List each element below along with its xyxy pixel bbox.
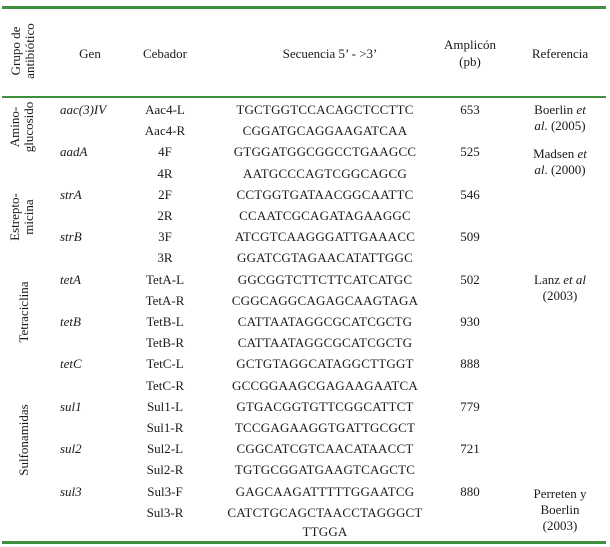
primer-name: 2R [157,208,173,223]
amplicon-size: 525 [460,144,480,159]
amplicon-size: 653 [460,102,480,117]
primer-sequence: GGCGGTCTTCTTCATCATGC [237,272,413,287]
primer-name: 4R [157,166,173,181]
reference-madsen: Madsen et al. (2000) [533,146,587,177]
group-tetraciclina: Tetraciclina [16,281,31,343]
primer-name: 2F [158,187,172,202]
gene-name: tetA [60,272,81,287]
primer-sequence: CCAATCGCAGATAGAAGGC [239,208,411,223]
group-aminoglucosido: Amino- glucosido [7,101,36,153]
header-rule [2,96,606,98]
primer-name: TetC-L [146,356,184,371]
primer-name: Sul2-L [146,441,184,456]
primer-name: Sul3-F [147,484,183,499]
gene-name: strB [60,229,82,244]
primer-name: TetB-R [145,335,185,350]
primer-name: 3F [158,229,172,244]
primer-sequence: CATTAATAGGCGCATCGCTG [237,314,413,329]
primer-name: Sul1-L [146,399,184,414]
reference-perreten: Perreten y Boerlin (2003) [533,486,587,533]
primer-name: 3R [157,250,173,265]
primer-name: Aac4-R [144,123,186,138]
amplicon-size: 546 [460,187,480,202]
amplicon-size: 502 [460,272,480,287]
gene-name: tetC [60,356,82,371]
amplicon-size: 880 [460,484,480,499]
gene-name: strA [60,187,82,202]
primer-name: Aac4-L [145,102,185,117]
primer-name: TetA-R [145,293,185,308]
bottom-rule [2,541,606,544]
group-sulfonamidas: Sulfonamidas [16,404,31,476]
gene-name: aadA [60,144,88,159]
primer-name: 4F [158,144,172,159]
primer-name: TetB-L [146,314,184,329]
primer-name: TetA-L [145,272,185,287]
primer-sequence: CGGCATCGTCAACATAACCT [236,441,414,456]
primer-name: Sul1-R [146,420,184,435]
amplicon-size: 509 [460,229,480,244]
header-referencia: Referencia [531,46,589,61]
top-rule [2,6,606,9]
gene-name: tetB [60,314,81,329]
primer-name: Sul3-R [146,505,184,520]
gene-name: sul1 [60,399,82,414]
primer-name: Sul2-R [146,462,184,477]
primer-name: TetC-R [145,378,185,393]
reference-lanz: Lanz et al (2003) [534,272,586,303]
header-secuencia: Secuencia 5’ - >3’ [282,46,378,61]
primer-sequence: CATTAATAGGCGCATCGCTG [237,335,413,350]
primer-sequence: GGATCGTAGAACATATTGGC [237,250,413,265]
header-gen: Gen [79,46,101,61]
amplicon-size: 930 [460,314,480,329]
header-amplicon: Amplicón (pb) [444,37,496,69]
primer-sequence: GCCGGAAGCGAGAAGAATCA [231,378,418,393]
primer-sequence: TGCTGGTCCACAGCTCCTTC [236,102,414,117]
primer-sequence: GTGGATGGCGGCCTGAAGCC [233,144,417,159]
primer-sequence: TCCGAGAAGGTGATTGCGCT [234,420,416,435]
amplicon-size: 779 [460,399,480,414]
reference-boerlin: Boerlin et al. (2005) [534,102,586,133]
primer-sequence: GCTGTAGGCATAGGCTTGGT [236,356,414,371]
primer-sequence: ATCGTCAAGGGATTGAAACC [234,229,416,244]
primer-sequence: CGGCAGGCAGAGCAAGTAGA [231,293,419,308]
primer-sequence: GAGCAAGATTTTTGGAATCG [235,484,415,499]
header-group: Grupo de antibiótico [8,23,37,79]
primer-sequence: CCTGGTGATAACGGCAATTC [236,187,414,202]
gene-name: sul2 [60,441,82,456]
header-cebador: Cebador [142,46,188,61]
primer-sequence: TGTGCGGATGAAGTCAGCTC [234,462,416,477]
sequence-continuation: TTGGA [302,524,348,539]
gene-name: sul3 [60,484,82,499]
primer-sequence: AATGCCCAGTCGGCAGCG [243,166,407,181]
primer-sequence: CATCTGCAGCTAACCTAGGGCT [227,505,423,520]
group-estreptomicina: Estrepto- micina [7,193,36,241]
gene-name: aac(3)IV [60,102,107,117]
primer-sequence: GTGACGGTGTTCGGCATTCT [236,399,414,414]
amplicon-size: 721 [460,441,480,456]
amplicon-size: 888 [460,356,480,371]
primer-sequence: CGGATGCAGGAAGATCAA [242,123,408,138]
